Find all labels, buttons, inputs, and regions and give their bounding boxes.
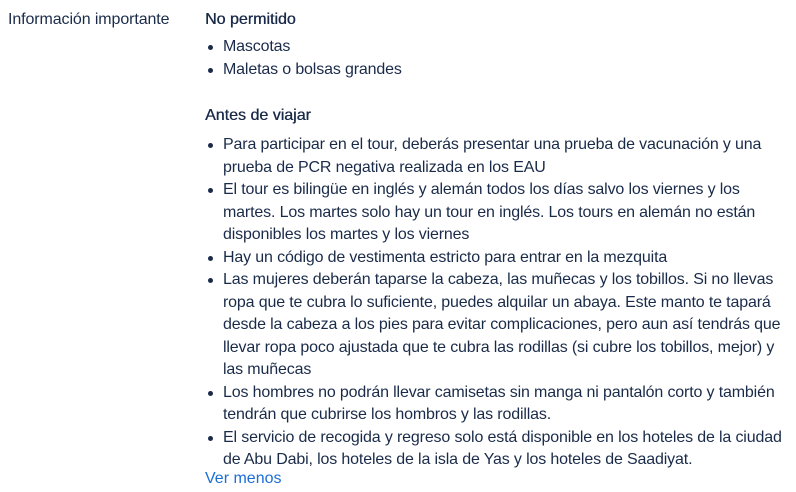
not-allowed-heading: No permitido — [205, 11, 296, 28]
see-less-link[interactable]: Ver menos — [205, 469, 282, 487]
before-travel-heading: Antes de viajar — [205, 107, 311, 124]
important-info-content — [205, 0, 790, 492]
list-item: Las mujeres deberán taparse la cabeza, las muñecas y los tobillos. Si no llevas ropa que te cubra lo suficiente, puedes alquilar un abaya. Este manto te tapará desde la cabeza a los pies para evitar complicaciones, pero aun así tendrás que llevar ropa poco ajustada que te cubra las rodillas (si cubre los tobillos, mejor) y las muñecas — [205, 269, 790, 382]
section-label: Información importante — [8, 11, 170, 28]
list-item: Los hombres no podrán llevar camisetas sin manga ni pantalón corto y también tendrán que cubrirse los hombros y las rodillas. — [205, 382, 790, 427]
list-item: El servicio de recogida y regreso solo está disponible en los hoteles de la ciudad de Abu Dabi, los hoteles de la isla de Yas y los hoteles de Saadiyat. — [205, 427, 790, 472]
list-item: Mascotas — [205, 36, 790, 59]
list-item: El tour es bilingüe en inglés y alemán todos los días salvo los viernes y los martes. Los martes solo hay un tour en inglés. Los tours en alemán no están disponibles los martes y los viernes — [205, 179, 790, 247]
list-item: Para participar en el tour, deberás presentar una prueba de vacunación y una prueba de PCR negativa realizada en los EAU — [205, 134, 790, 179]
not-allowed-list — [205, 36, 790, 81]
list-item: Maletas o bolsas grandes — [205, 59, 790, 82]
before-travel-list — [205, 134, 790, 472]
list-item: Hay un código de vestimenta estricto para entrar en la mezquita — [205, 247, 790, 270]
